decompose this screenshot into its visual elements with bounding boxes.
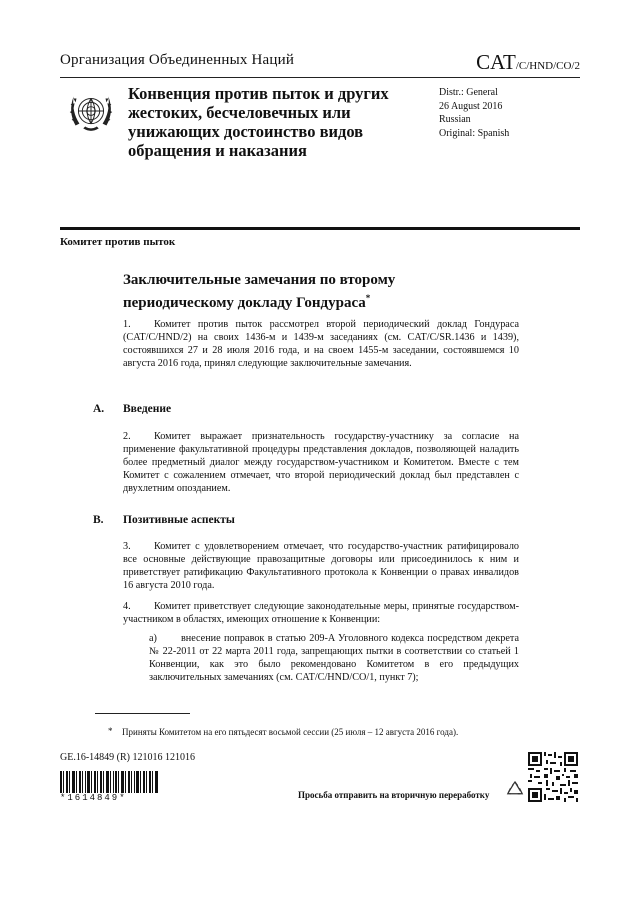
section-a-title: Введение: [123, 403, 172, 415]
paragraph-number: 4.: [123, 601, 131, 612]
paragraph-4: [123, 600, 519, 626]
barcode-number: *1614849*: [60, 793, 127, 803]
footnote-text: Приняты Комитетом на его пятьдесят восьмой сессии (25 июля – 12 августа 2016 года).: [122, 727, 459, 737]
document-title: [123, 271, 443, 312]
barcode-icon: [60, 771, 158, 793]
document-number: GE.16-14849 (R) 121016 121016: [60, 752, 195, 763]
distribution-block: [439, 86, 509, 140]
un-emblem-icon: [62, 83, 120, 141]
organization-name: Организация Объединенных Наций: [60, 52, 295, 68]
subitem-number: a): [149, 633, 157, 644]
paragraph-text: Комитет против пыток рассмотрел второй периодический доклад Гондураса (CAT/C/HND/2) на своих 1436-м и 1439-м заседаниях (см. CAT/C/SR.1436 и 1439), состоявшихся 27 и 28 июля 2016 года, и на своем 1455-м заседании, состоявшемся 10 августа 2016 года, принял следующие заключительные замечания.: [123, 319, 519, 369]
paragraph-text: Комитет с удовлетворением отмечает, что государство-участник ратифицировало все основные действующие правозащитные договоры или присоединилось к ним и приветствует ратификацию Факультативного протокола к Конвенции о правах инвалидов 16 августа 2010 года.: [123, 541, 519, 591]
language: Russian: [439, 114, 471, 125]
paragraph-3: [123, 540, 519, 592]
paragraph-text: Комитет приветствует следующие законодательные меры, принятые государством-участником в областях, имеющих отношение к Конвенции:: [123, 601, 519, 625]
title-footnote-mark: *: [365, 293, 371, 303]
original-language: Original: Spanish: [439, 127, 510, 139]
paragraph-2: [123, 430, 519, 495]
issue-date: 26 August 2016: [439, 100, 503, 112]
title-block-rule: [60, 227, 580, 230]
footnote-rule: [95, 713, 190, 714]
symbol-suffix: /C/HND/CO/2: [515, 60, 580, 72]
paragraph-number: 1.: [123, 319, 131, 330]
section-b-title: Позитивные аспекты: [123, 514, 235, 526]
paragraph-1: [123, 318, 519, 370]
section-b-letter: B.: [93, 514, 104, 526]
committee-name: Комитет против пыток: [60, 236, 176, 248]
paragraph-number: 2.: [123, 431, 131, 442]
subitem-text: внесение поправок в статью 209-A Уголовного кодекса посредством декрета № 22-2011 от 22 марта 2011 года, запрещающих пытки в соответствии со статьей 1 Конвенции, как это было рекомендовано Комитетом в его предыдущих заключительных замечаниях (см. CAT/C/HND/CO/1, пункт 7);: [149, 633, 519, 683]
symbol-main: CAT: [476, 50, 516, 74]
document-title-text: Заключительные замечания по второму периодическому докладу Гондураса: [123, 272, 396, 311]
document-symbol: [476, 50, 580, 75]
qr-code-icon: [528, 752, 578, 802]
footnote-mark: *: [108, 726, 113, 736]
paragraph-text: Комитет выражает признательность государству-участнику за согласие на применение факультативной процедуры представления докладов, позволяющей наладить более предметный диалог между государством-участником и Комитетом. Вместе с тем Комитет с сожалением отмечает, что второй периодический доклад был представлен с двухлетним опозданием.: [123, 431, 519, 494]
paragraph-number: 3.: [123, 541, 131, 552]
convention-title: Конвенция против пыток и других жестоких, бесчеловечных или унижающих достоинство видов обращения и наказания: [128, 84, 389, 160]
header-rule: [60, 77, 580, 78]
section-a-letter: A.: [93, 403, 105, 415]
distribution: Distr.: General: [439, 87, 498, 98]
subitem-a: [149, 632, 519, 684]
recycle-note: Просьба отправить на вторичную переработку: [298, 790, 490, 800]
recycle-icon: [506, 781, 524, 801]
